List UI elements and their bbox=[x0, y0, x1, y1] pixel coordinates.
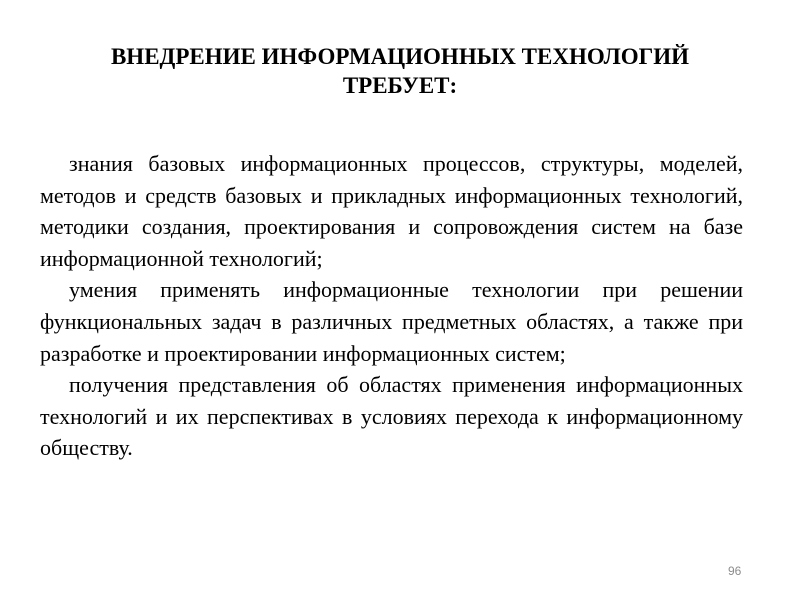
slide-title-line-1: ВНЕДРЕНИЕ ИНФОРМАЦИОННЫХ ТЕХНОЛОГИЙ bbox=[110, 44, 690, 69]
slide-title bbox=[40, 42, 760, 100]
slide-title-line-2: ТРЕБУЕТ: bbox=[342, 73, 458, 98]
paragraph-skills: умения применять информационные технологии при решении функциональных задач в различных предметных областях, а также при разработке и проектировании информационных систем; bbox=[40, 277, 743, 366]
paragraph-knowledge: знания базовых информационных процессов, структуры, моделей, методов и средств базовых и прикладных информационных технологий, методики создания, проектирования и сопровождения систем на базе информационной технологий; bbox=[40, 151, 743, 271]
slide-body bbox=[40, 148, 743, 464]
page-number: 96 bbox=[728, 564, 742, 578]
paragraph-understanding: получения представления об областях применения информационных технологий и их перспективах в условиях перехода к информационному обществу. bbox=[40, 372, 743, 461]
